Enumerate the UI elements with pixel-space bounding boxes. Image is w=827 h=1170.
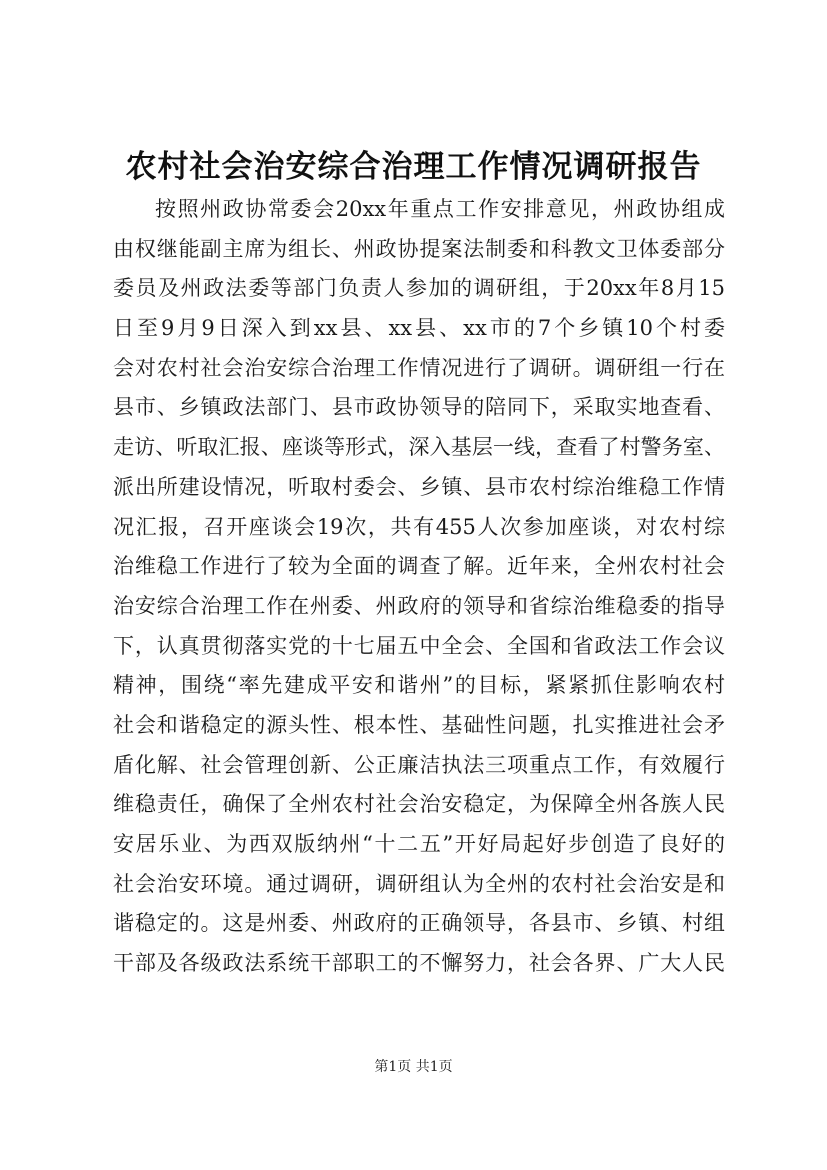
page-footer: 第1页 共1页 xyxy=(374,1059,453,1075)
body-line: 治安综合治理工作在州委、州政府的领导和省综治维稳委的指导 xyxy=(113,593,725,618)
body-line: 安居乐业、为西双版纳州“十二五”开好局起好步创造了良好的 xyxy=(113,832,725,856)
body-line: 县市、乡镇政法部门、县市政协领导的陪同下，采取实地查看、 xyxy=(113,395,725,420)
body-line: 治维稳工作进行了较为全面的调查了解。近年来，全州农村社会 xyxy=(113,554,725,579)
body-line: 社会治安环境。通过调研，调研组认为全州的农村社会治安是和 xyxy=(113,871,725,896)
body-line: 下，认真贯彻落实党的十七届五中全会、全国和省政法工作会议 xyxy=(113,633,725,658)
body-line: 委员及州政法委等部门负责人参加的调研组，于20xx年8月15 xyxy=(113,276,725,301)
body-line: 日至9月9日深入到xx县、xx县、xx市的7个乡镇10个村委 xyxy=(113,316,725,341)
body-line: 派出所建设情况，听取村委会、乡镇、县市农村综治维稳工作情 xyxy=(113,474,725,499)
body-line: 况汇报，召开座谈会19次，共有455人次参加座谈，对农村综 xyxy=(113,514,725,539)
body-line: 谐稳定的。这是州委、州政府的正确领导，各县市、乡镇、村组 xyxy=(113,911,725,936)
body-line: 干部及各级政法系统干部职工的不懈努力，社会各界、广大人民 xyxy=(113,951,725,976)
body-line: 维稳责任，确保了全州农村社会治安稳定，为保障全州各族人民 xyxy=(113,792,725,817)
body-line: 精神，围绕“率先建成平安和谐州”的目标，紧紧抓住影响农村 xyxy=(113,673,725,698)
body-line: 盾化解、社会管理创新、公正廉洁执法三项重点工作，有效履行 xyxy=(113,752,725,777)
body-line: 按照州政协常委会20xx年重点工作安排意见，州政协组成 xyxy=(155,197,725,221)
body-line: 会对农村社会治安综合治理工作情况进行了调研。调研组一行在 xyxy=(113,355,725,380)
body-line: 走访、听取汇报、座谈等形式，深入基层一线，查看了村警务室、 xyxy=(113,435,725,460)
document-body xyxy=(113,190,725,984)
document-title: 农村社会治安综合治理工作情况调研报告 xyxy=(125,149,702,185)
body-line: 由权继能副主席为组长、州政协提案法制委和科教文卫体委部分 xyxy=(113,236,725,261)
body-line: 社会和谐稳定的源头性、根本性、基础性问题，扎实推进社会矛 xyxy=(113,712,725,737)
